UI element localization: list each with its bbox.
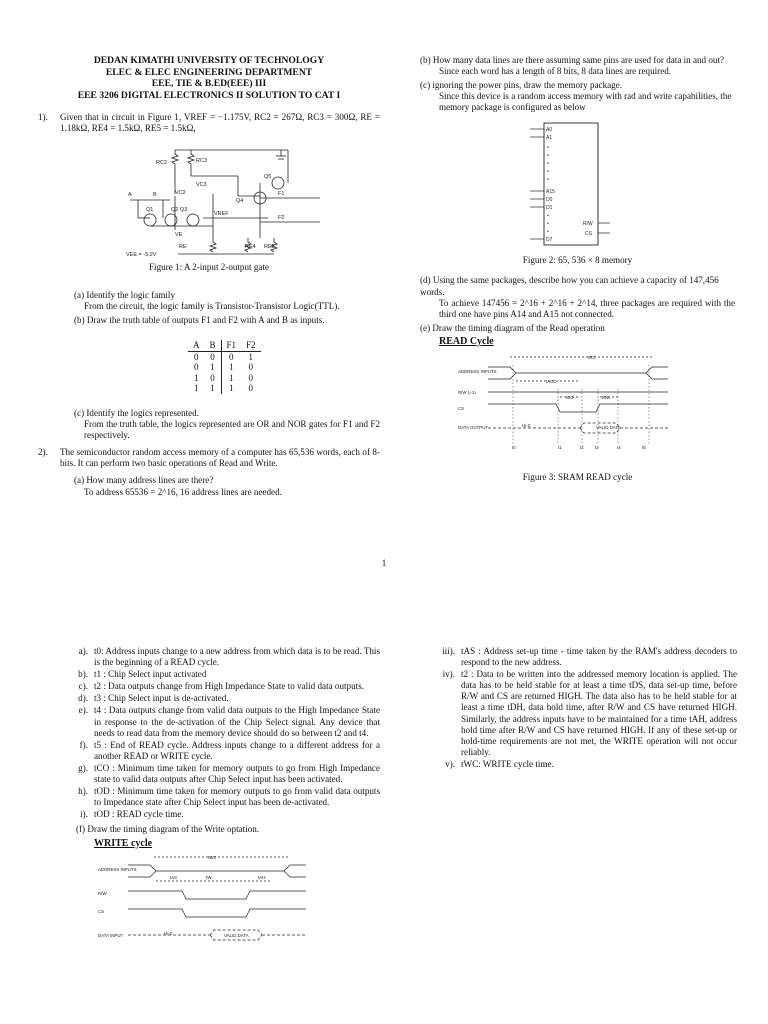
svg-text:•: •	[547, 153, 549, 160]
label-q5: Q5	[264, 174, 272, 181]
table-cell: 0	[221, 351, 241, 362]
label-t4: t4	[617, 445, 621, 451]
table-row	[188, 373, 261, 384]
q2c-question: (c) ignoring the power pins, draw the memory package.	[420, 80, 623, 91]
label-write-address: ADDRESS INPUTS	[98, 866, 137, 872]
list-item	[66, 646, 380, 668]
question-2: 2). The semiconductor random access memory of a computer has 65,536 words, each of 8-bits. It can perform two basic operations of Read and Write.	[38, 447, 380, 469]
q2f-question: (f) Draw the timing diagram of the Write optation.	[76, 824, 260, 835]
label-rw: R/W (=1)	[458, 390, 476, 396]
list-item	[425, 646, 737, 668]
table-cell: 1	[221, 373, 241, 384]
label-write-rw: R/W	[98, 890, 107, 896]
svg-text:•: •	[547, 145, 549, 152]
list-item-text: t0: Address inputs change to a new address from which data is to be read. This is the beginning of a READ cycle.	[94, 646, 380, 668]
q2c-answer: Since this device is a random access memory with rad and write capabilities, the memory package is configured as below	[439, 91, 732, 113]
pin-a15: A15	[546, 189, 555, 196]
list-item	[66, 809, 380, 820]
list-item-number: iii).	[442, 646, 455, 656]
q2e-question: (e) Draw the timing diagram of the Read operation	[420, 322, 605, 333]
document-header	[38, 55, 380, 101]
label-hiz: Hi-Z	[522, 423, 531, 429]
truth-table-header: F2	[241, 340, 261, 351]
label-ve: VE	[175, 232, 183, 239]
list-item	[66, 705, 380, 738]
table-cell: 0	[194, 362, 199, 373]
list-item	[66, 786, 380, 808]
list-item-number: e).	[78, 705, 88, 716]
label-re4: RE4	[245, 244, 256, 251]
q2-part-f	[66, 824, 380, 848]
list-item-text: t2 : Data to be written into the addressed memory location is applied. The data has to be held stable for at least a time tDS, data set-up time, before R/W and CS are returned HIGH. The data also has to be held stable for at least a time tDH, data hold time, after R/W and CS have returned HIGH. Similarly, the address inputs have to be maintained for a time tAH, address hold time after R/W and CS have returned HIGH. If any of these set-up or hold-time requirements are not met, the WRITE operation will not occur reliably.	[461, 669, 737, 757]
label-b: B	[153, 192, 157, 199]
pin-d0: D0	[546, 197, 553, 204]
q1c-answer: From the truth table, the logics represented are OR and NOR gates for F1 and F2 respectively.	[84, 419, 380, 441]
figure-1-caption: Figure 1: A 2-input 2-output gate	[149, 262, 269, 273]
truth-table-header: F1	[221, 340, 241, 351]
list-item-number: iv).	[442, 669, 455, 680]
label-vc2: VC2	[175, 190, 186, 197]
label-q4: Q4	[236, 198, 244, 205]
label-vee: VEE = -5.2V	[126, 252, 157, 257]
q1b-question: (b) Draw the truth table of outputs F1 and F2 with A and B as inputs.	[74, 315, 325, 326]
list-item-text: t5 : End of READ cycle. Address inputs change to a different address for a another READ or WRITE cycle.	[94, 739, 380, 761]
label-data-output: DATA OUTPUT	[458, 425, 489, 431]
label-tw: tW	[206, 874, 212, 880]
table-cell: 0	[248, 362, 254, 373]
table-cell: 1	[221, 362, 241, 373]
svg-text:•: •	[547, 177, 549, 184]
university-name: DEDAN KIMATHI UNIVERSITY OF TECHNOLOGY	[93, 55, 325, 66]
left-column	[38, 112, 380, 498]
q1c-question: (c) Identify the logics represented.	[74, 407, 199, 418]
q2-part-c	[420, 80, 735, 113]
q1-part-a	[38, 290, 380, 326]
label-rc3: RC3	[196, 158, 208, 165]
truth-table-header: B	[205, 340, 222, 351]
label-cs: CS	[458, 406, 465, 412]
svg-text:•: •	[547, 213, 549, 220]
q2a-answer: To address 65536 = 2^16, 16 address lines are needed.	[84, 486, 282, 497]
table-cell: 1	[210, 362, 215, 373]
label-valid-data: VALID DATA	[596, 425, 621, 431]
q2b-answer: Since each word has a length of 8 bits, 8 data lines are required.	[439, 66, 672, 77]
page2-left-column	[66, 646, 380, 951]
label-t1: t1	[558, 445, 562, 451]
list-item-number: a).	[78, 646, 88, 656]
list-item-text: tOD : READ cycle time.	[94, 809, 184, 820]
list-item-text: tOD : Minimum time taken for memory outputs to go from valid data outputs to Impedance state after Chip Select input has been de-activated.	[94, 786, 380, 808]
q2-part-d	[420, 275, 735, 347]
svg-text:•: •	[547, 221, 549, 228]
pin-a0: A0	[546, 127, 553, 134]
pin-d7: D7	[546, 237, 553, 244]
q2-part-a	[38, 475, 380, 497]
label-write-cs: CS	[98, 908, 105, 914]
pin-d1: D1	[546, 205, 553, 212]
table-cell: 1	[194, 372, 199, 383]
table-cell: 0	[210, 351, 215, 362]
label-q2-q3: Q2 Q3	[171, 207, 188, 214]
figure-2-caption: Figure 2: 65, 536 × 8 memory	[522, 255, 633, 266]
list-item-text: t3 : Chip Select input is de-activated.	[94, 693, 229, 704]
list-item	[66, 681, 380, 692]
pin-rw: R/W	[583, 221, 593, 228]
list-item-number: v).	[445, 758, 455, 769]
label-trc: tRC	[588, 355, 596, 361]
figure-3-read-timing	[420, 349, 735, 467]
q1a-question: (a) Identify the logic family	[74, 290, 176, 301]
department-name: ELEC & ELEC ENGINEERING DEPARTMENT	[105, 66, 313, 78]
label-f1: F1	[278, 191, 285, 198]
label-tah: tAH	[258, 874, 266, 880]
q1a-answer: From the circuit, the logic family is Transistor-Transistor Logic(TTL).	[84, 301, 340, 312]
page2-right-column	[425, 646, 737, 771]
list-item	[425, 759, 737, 770]
q2b-question: (b) How many data lines are there assuming same pins are used for data in and out?	[420, 55, 725, 65]
list-item-number: d).	[78, 693, 88, 704]
pin-a1: A1	[546, 135, 553, 142]
list-item-text: tWC: WRITE cycle time.	[461, 758, 554, 769]
list-item	[66, 740, 380, 762]
write-cycle-explanations	[425, 646, 737, 770]
label-f2: F2	[278, 215, 285, 222]
label-twc: tWC	[208, 854, 217, 860]
question-1: 1). Given that in circuit in Figure 1, VREF = −1.175V, RC2 = 267Ω, RC3 = 300Ω, RE = 1.18kΩ, RE4 = 1.5kΩ, RE5 = 1.5kΩ,	[38, 112, 380, 134]
label-t5: t5	[642, 445, 646, 451]
table-row	[188, 362, 261, 373]
label-write-hiz: Hi-Z	[164, 930, 173, 936]
label-tas: tAS	[170, 874, 178, 880]
label-address-inputs: ADDRESS INPUTS	[458, 369, 497, 375]
label-rc2: RC2	[156, 160, 168, 167]
list-item-text: tCO : Minimum time taken for memory outputs to go from High Impedance state to valid data outputs after Chip Select input has been activated.	[94, 762, 380, 785]
write-timing-diagram	[66, 851, 380, 951]
q2-part-b	[420, 55, 735, 77]
list-item-text: t2 : Data outputs change from High Impedance State to valid data outputs.	[94, 681, 364, 692]
list-item	[66, 763, 380, 785]
right-column	[420, 55, 735, 482]
label-data-input: DATA INPUT	[98, 932, 124, 938]
label-tco: tCO	[566, 395, 574, 401]
list-item-text: t1 : Chip Select input activated	[94, 669, 207, 680]
read-cycle-explanations	[66, 646, 380, 820]
page-number: 1	[381, 558, 387, 568]
list-item	[66, 669, 380, 680]
figure-1-circuit	[38, 138, 380, 256]
list-item-text: tAS : Address set-up time - time taken by the RAM's address decoders to respond to the new address.	[461, 646, 737, 668]
svg-text:•: •	[547, 161, 549, 168]
list-item-number: f).	[79, 739, 88, 750]
truth-table	[188, 340, 261, 394]
table-cell: 0	[210, 372, 215, 383]
table-row	[188, 383, 261, 394]
label-t0: t0	[512, 445, 516, 451]
label-t2: t2	[580, 445, 584, 451]
truth-table-header: A	[188, 340, 205, 351]
q1-part-c	[38, 408, 380, 441]
q2d-answer: To achieve 147456 = 2^16 + 2^16 + 2^14, three packages are required with the third one have pins A14 and A15 not connected.	[439, 297, 735, 319]
table-cell: 0	[248, 383, 254, 394]
label-re: RE	[179, 244, 187, 251]
table-cell: 1	[210, 383, 215, 394]
label-vref: VREF	[214, 211, 229, 218]
label-re5: RE5	[264, 244, 275, 251]
course-title: EEE 3206 DIGITAL ELECTRONICS II SOLUTION TO CAT I	[77, 89, 341, 101]
page-2	[0, 620, 768, 1024]
label-write-valid: VALID DATA	[224, 932, 249, 938]
label-t3: t3	[595, 445, 599, 451]
table-cell: 1	[194, 383, 199, 394]
q2a-question: (a) How many address lines are there?	[74, 475, 214, 486]
q2d-question: (d) Using the same packages, describe how you can achieve a capacity of 147,456 words.	[420, 275, 719, 297]
label-tacc: tACC	[546, 379, 557, 385]
label-a: A	[128, 192, 132, 199]
list-item-number: c).	[78, 681, 88, 692]
list-item-number: g).	[78, 762, 88, 773]
list-item-text: t4 : Data outputs change from valid data outputs to the High Impedance State in response to the de-activation of the Chip Select signal. Any device that needs to read data from the memory device should do so between t2 and t4.	[94, 705, 380, 738]
programme: EEE, TIE & B.ED(EEE) III	[151, 78, 267, 90]
list-item	[66, 693, 380, 704]
label-q1: Q1	[146, 207, 154, 214]
list-item-number: b).	[78, 669, 88, 680]
read-cycle-title: READ Cycle	[439, 335, 494, 347]
label-vc3: VC3	[196, 182, 207, 189]
figure-3-caption: Figure 3: SRAM READ cycle	[522, 472, 633, 483]
table-cell: 1	[248, 351, 254, 362]
figure-2-memory-package	[420, 119, 735, 249]
write-cycle-title: WRITE cycle	[94, 837, 153, 849]
table-cell: 0	[248, 372, 254, 383]
list-item-number: i).	[80, 809, 88, 820]
list-item	[425, 669, 737, 758]
list-item-number: h).	[78, 786, 88, 797]
table-cell: 0	[194, 351, 199, 362]
svg-text:•: •	[547, 169, 549, 176]
table-row	[188, 351, 261, 362]
table-cell: 1	[221, 383, 241, 394]
label-tod: tOD	[602, 395, 610, 401]
pin-cs: CS	[585, 231, 592, 238]
svg-text:•: •	[547, 229, 549, 236]
